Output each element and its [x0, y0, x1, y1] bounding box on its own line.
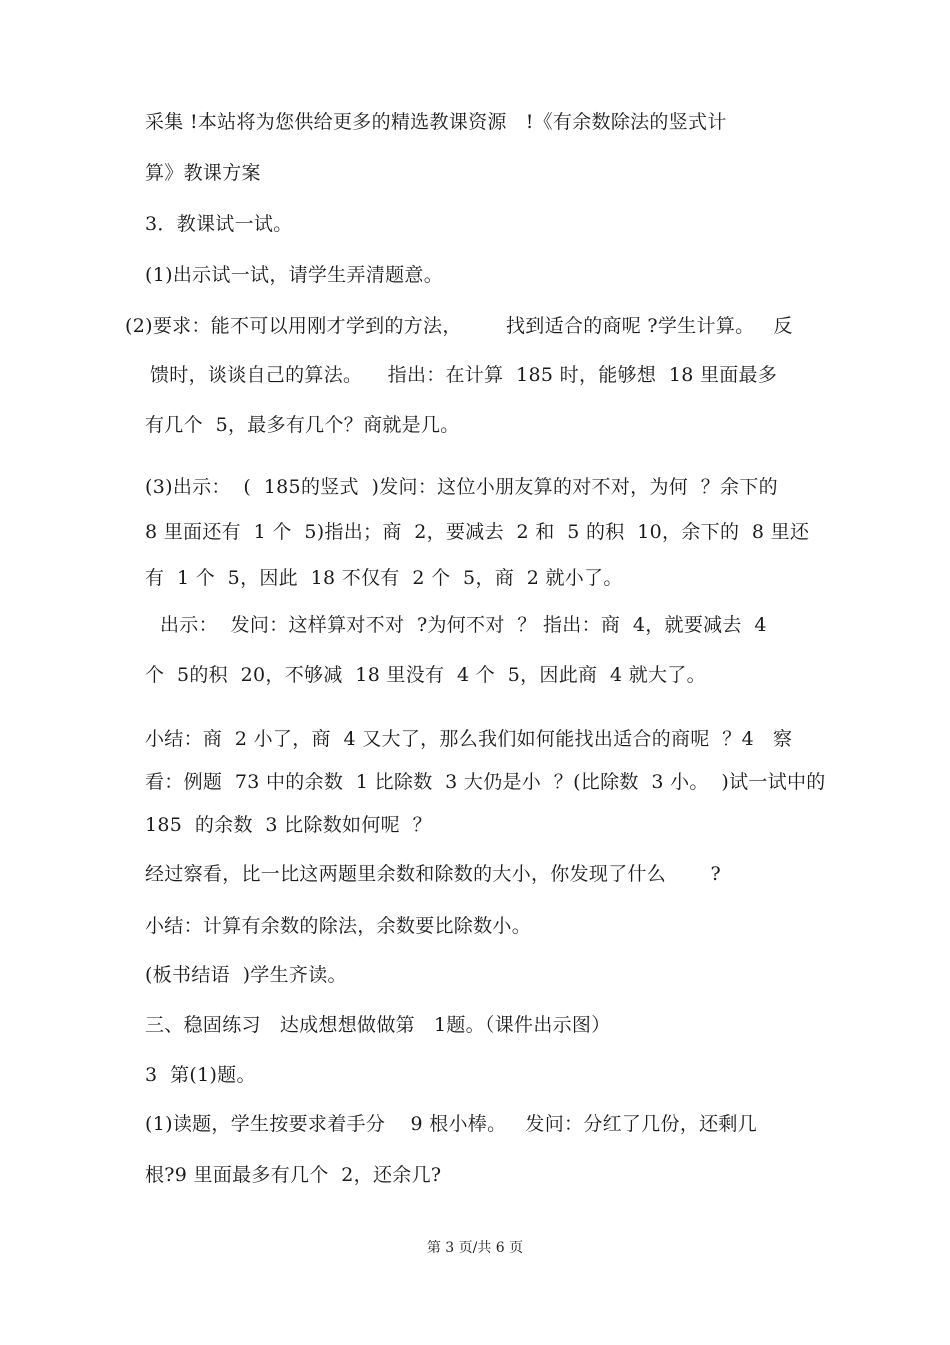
text-line-22: 根?9 里面最多有几个 2，还余几?: [145, 1164, 442, 1186]
text-line-19: 三、稳固练习 达成想想做做第 1题。（课件出示图）: [145, 1014, 611, 1036]
text-line-16: 经过察看，比一比这两题里余数和除数的大小，你发现了什么 ?: [145, 863, 721, 885]
text-line-8: (3)出示： ( 185的竖式 )发问：这位小朋友算的对不对，为何 ？余下的: [145, 476, 778, 498]
text-line-13: 小结：商 2 小了，商 4 又大了，那么我们如何能找出适合的商呢 ？4 察: [145, 728, 793, 750]
page-number-footer: 第 3 页/共 6 页: [426, 1240, 524, 1256]
text-line-3: 3．教课试一试。: [145, 213, 293, 235]
text-line-21: (1)读题，学生按要求着手分 9 根小棒。 发问：分红了几份，还剩几: [145, 1113, 758, 1135]
text-line-2: 算》教课方案: [145, 162, 261, 184]
text-line-12: 个 5的积 20，不够减 18 里没有 4 个 5，因此商 4 就大了。: [145, 664, 706, 686]
text-line-10: 有 1 个 5，因此 18 不仅有 2 个 5，商 2 就小了。: [145, 567, 623, 589]
text-line-4: (1)出示试一试，请学生弄清题意。: [145, 264, 444, 286]
text-line-1: 采集 !本站将为您供给更多的精选教课资源 !《有余数除法的竖式计: [145, 111, 727, 133]
text-line-14: 看：例题 73 中的余数 1 比除数 3 大仍是小 ？(比除数 3 小。 )试一试中的: [145, 771, 826, 793]
text-line-15: 185 的余数 3 比除数如何呢 ？: [145, 814, 432, 836]
text-line-6: 馈时，谈谈自己的算法。 指出：在计算 185 时，能够想 18 里面最多: [150, 364, 778, 386]
text-line-7: 有几个 5，最多有几个？商就是几。: [145, 414, 460, 436]
text-line-5: (2)要求：能不可以用刚才学到的方法， 找到适合的商呢 ?学生计算。 反: [125, 315, 793, 337]
text-line-20: 3 第(1)题。: [145, 1064, 256, 1086]
text-line-17: 小结：计算有余数的除法，余数要比除数小。: [145, 915, 532, 937]
text-line-18: (板书结语 )学生齐读。: [145, 964, 347, 986]
text-line-9: 8 里面还有 1 个 5)指出；商 2，要减去 2 和 5 的积 10，余下的 8 里还: [145, 521, 810, 543]
text-line-11: 出示： 发问：这样算对不对 ?为何不对 ？ 指出：商 4，就要减去 4: [160, 614, 767, 636]
